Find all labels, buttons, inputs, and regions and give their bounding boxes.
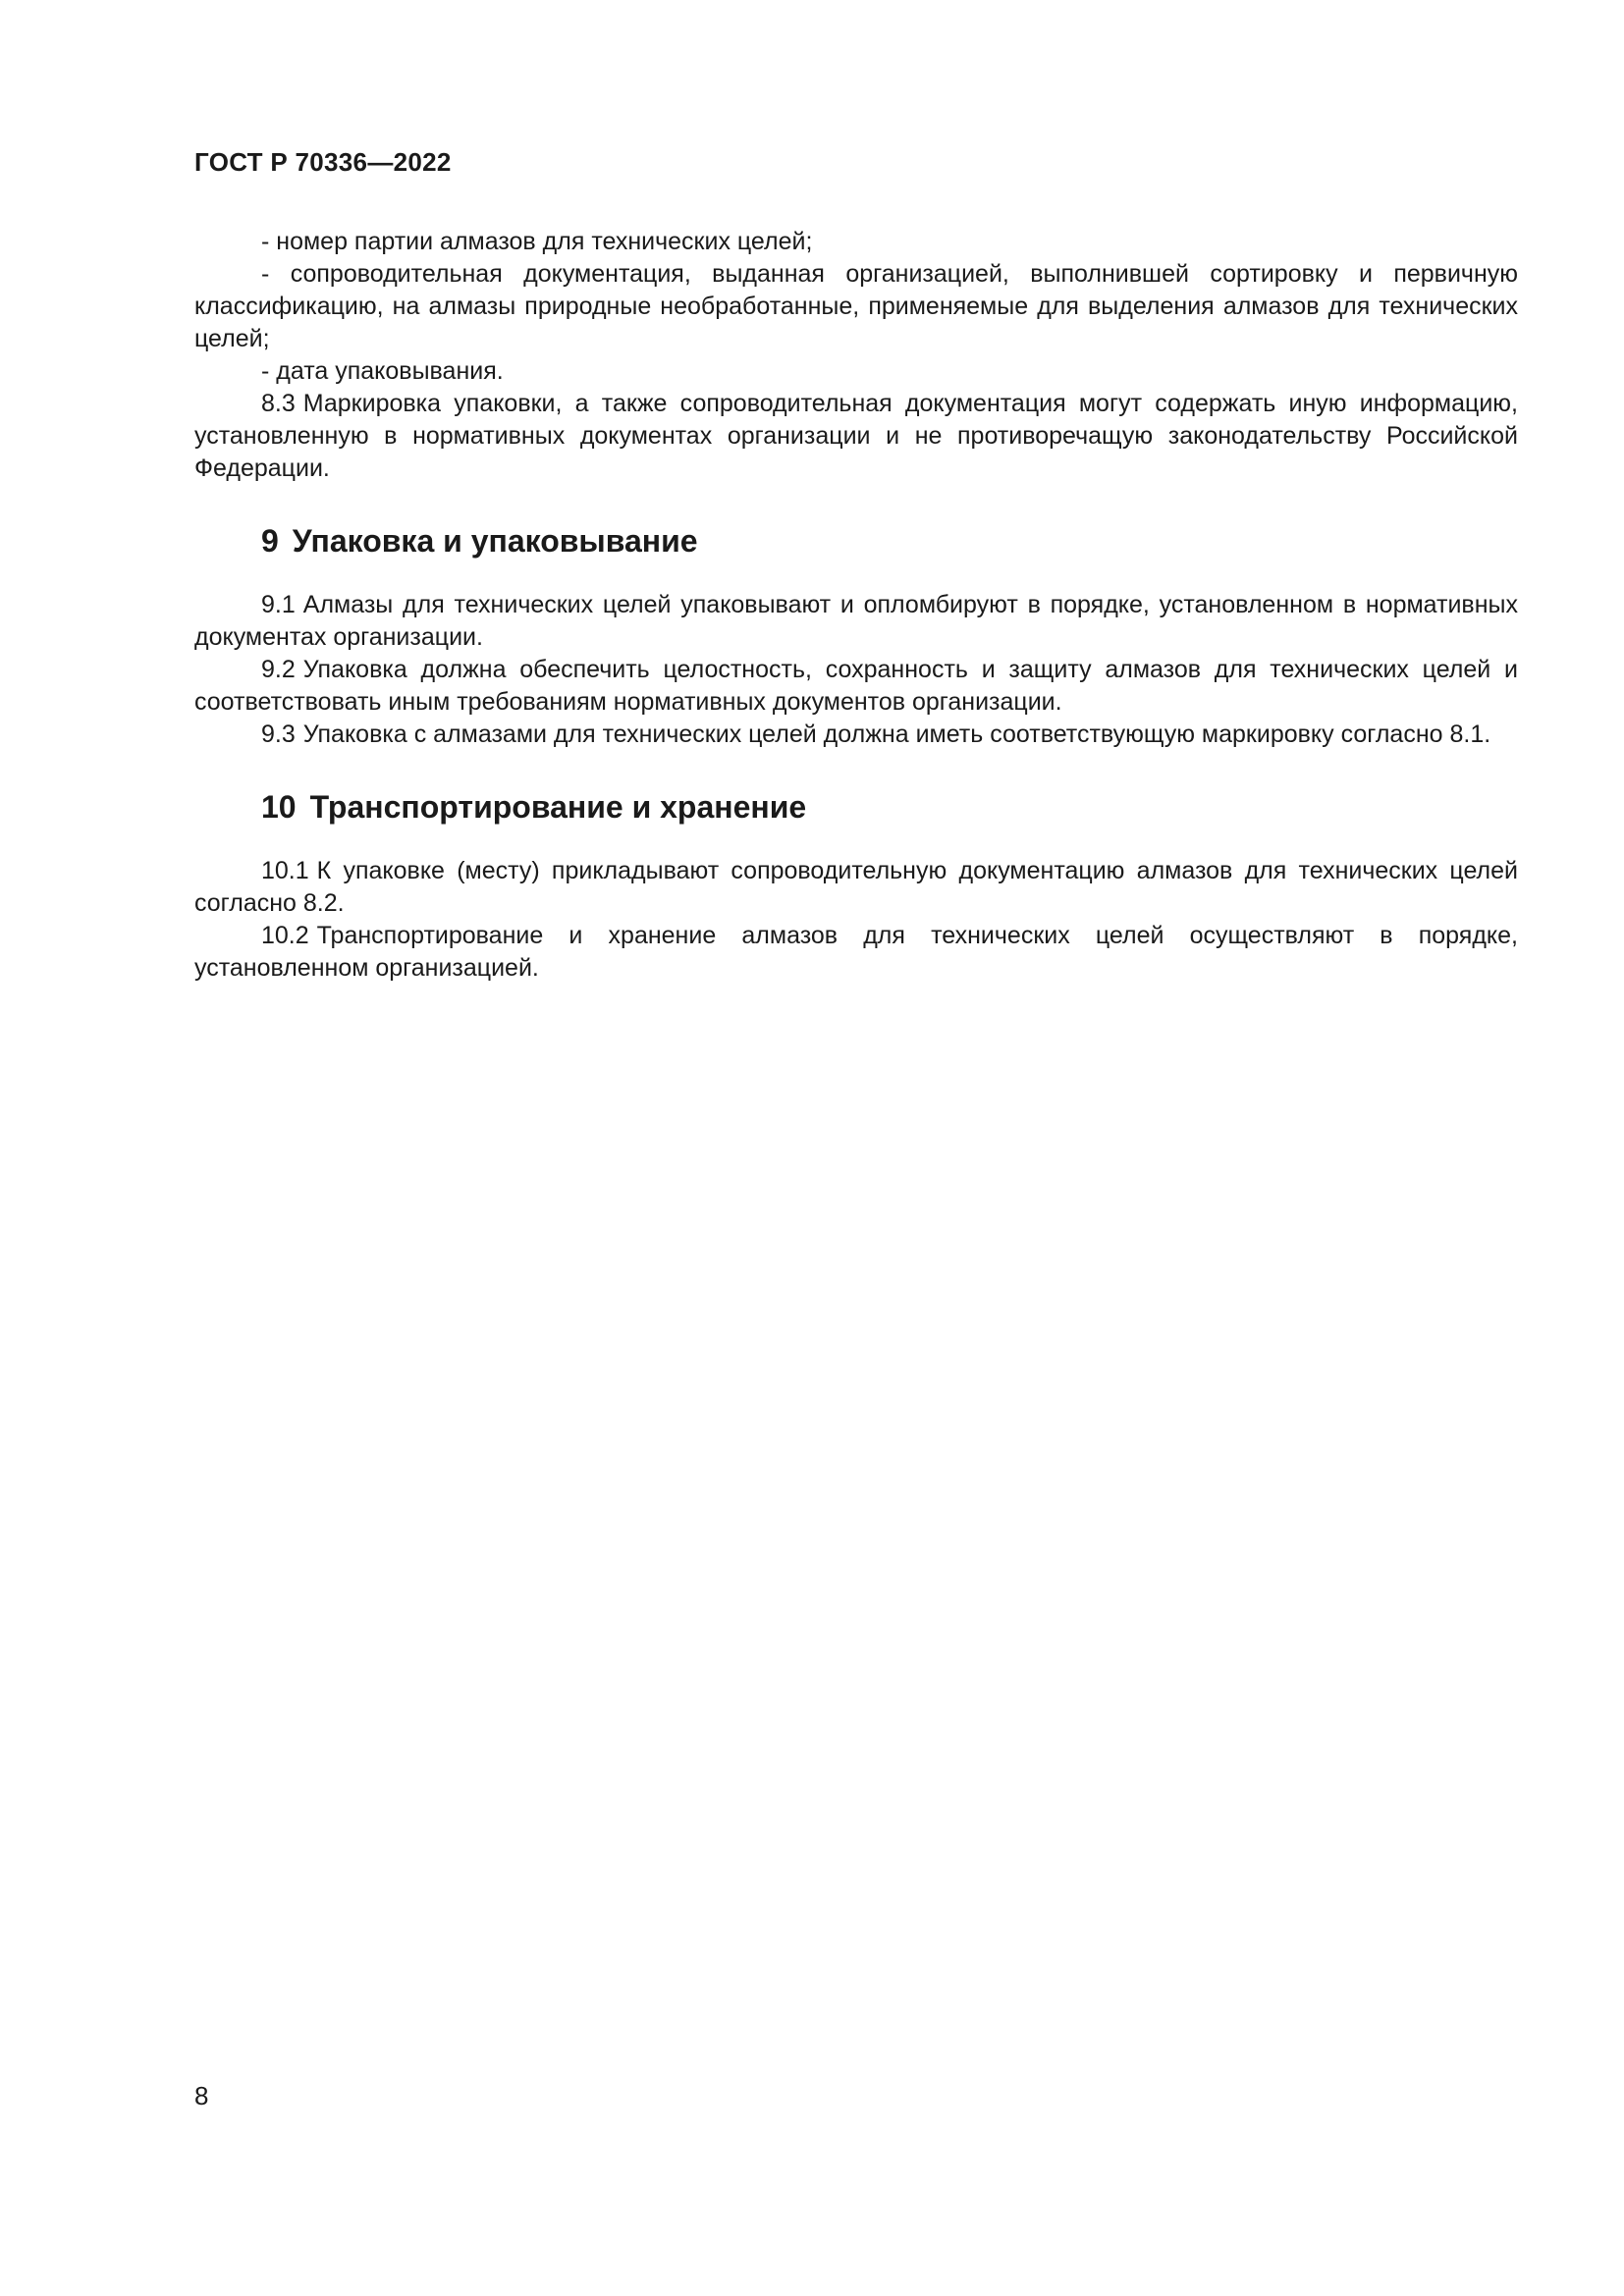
paragraph-text: Упаковка с алмазами для технических целей должна иметь соответствующую маркировку согласно 8.1. <box>302 721 1491 748</box>
paragraph-9-2 <box>194 654 1518 719</box>
paragraph-text: Алмазы для технических целей упаковывают и опломбируют в порядке, установленном в нормативных документах организации. <box>194 591 1518 651</box>
paragraph-8-3 <box>194 388 1518 485</box>
paragraph-text: Маркировка упаковки, а также сопроводительная документация могут содержать иную информацию, установленную в нормативных документах организации и не противоречащую законодательству Российской Федерации. <box>194 390 1518 482</box>
section-9-heading <box>261 522 1518 560</box>
paragraph-number: 9.2 <box>261 656 296 683</box>
paragraph-number: 9.3 <box>261 721 296 748</box>
section-title: Транспортирование и хранение <box>309 789 807 825</box>
paragraph-number: 8.3 <box>261 390 296 417</box>
paragraph-number: 10.2 <box>261 922 309 949</box>
document-body <box>194 226 1518 985</box>
page-number: 8 <box>194 2081 209 2110</box>
paragraph-9-1 <box>194 589 1518 654</box>
list-item-packing-date: - дата упаковывания. <box>261 357 504 385</box>
paragraph-text: Упаковка должна обеспечить целостность, сохранность и защиту алмазов для технических целей и соответствовать иным требованиям нормативных документов организации. <box>194 656 1518 716</box>
paragraph-number: 9.1 <box>261 591 296 618</box>
paragraph-10-1 <box>194 855 1518 920</box>
document-code-header: ГОСТ Р 70336—2022 <box>194 147 452 177</box>
paragraph-number: 10.1 <box>261 857 309 884</box>
section-10-heading <box>261 788 1518 826</box>
paragraph-text: Транспортирование и хранение алмазов для технических целей осуществляют в порядке, установленном организацией. <box>194 922 1518 982</box>
section-number: 9 <box>261 523 279 559</box>
list-item-accompanying-docs: - сопроводительная документация, выданная организацией, выполнившей сортировку и первичную классификацию, на алмазы природные необработанные, применяемые для выделения алмазов для технических целей; <box>194 260 1518 352</box>
list-item-batch-number: - номер партии алмазов для технических целей; <box>261 228 813 255</box>
section-number: 10 <box>261 789 297 825</box>
section-title: Упаковка и упаковывание <box>292 523 698 559</box>
paragraph-10-2 <box>194 920 1518 985</box>
paragraph-9-3 <box>194 719 1518 751</box>
paragraph-text: К упаковке (месту) прикладывают сопроводительную документацию алмазов для технических целей согласно 8.2. <box>194 857 1518 917</box>
